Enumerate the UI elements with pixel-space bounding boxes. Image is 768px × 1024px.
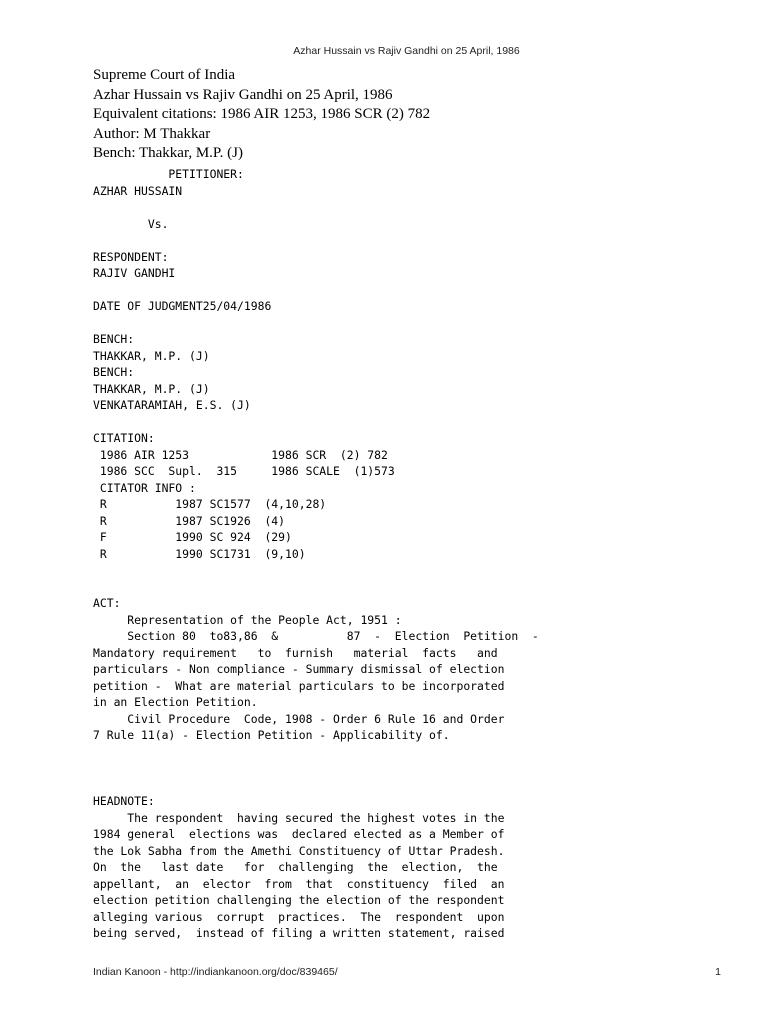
body-line	[93, 315, 539, 332]
court-name: Supreme Court of India	[93, 67, 236, 83]
body-line: petition - What are material particulars to be incorporated	[93, 678, 505, 693]
body-line: ACT:	[93, 596, 121, 610]
page-number: 1	[715, 966, 721, 978]
equivalent-citations: Equivalent citations: 1986 AIR 1253, 1986 SCR (2) 782	[93, 106, 431, 123]
footer-source: Indian Kanoon - http://indiankanoon.org/doc/839465/	[93, 966, 338, 978]
body-line: DATE OF JUDGMENT25/04/1986	[93, 299, 272, 313]
body-line	[93, 199, 539, 216]
body-line: R 1990 SC1731 (9,10)	[93, 546, 306, 561]
body-line: 1986 SCC Supl. 315 1986 SCALE (1)573	[93, 464, 395, 478]
judgment-body-text	[93, 166, 539, 942]
body-line	[93, 282, 539, 299]
body-line: 1984 general elections was declared elected as a Member of	[93, 827, 505, 841]
body-line: RESPONDENT:	[93, 249, 169, 264]
author-line: Author: M Thakkar	[93, 125, 211, 142]
title-block	[93, 66, 430, 164]
body-line: CITATION:	[93, 431, 155, 445]
body-line	[93, 562, 539, 579]
body-line: The respondent having secured the highest votes in the	[93, 810, 505, 825]
body-line	[93, 744, 539, 761]
running-header: Azhar Hussain vs Rajiv Gandhi on 25 April, 1986	[293, 45, 520, 57]
case-title: Azhar Hussain vs Rajiv Gandhi on 25 April, 1986	[93, 86, 393, 103]
body-line: R 1987 SC1926 (4)	[93, 513, 286, 528]
body-line: HEADNOTE:	[93, 794, 155, 808]
body-line	[93, 414, 539, 431]
body-line: BENCH:	[93, 365, 135, 379]
body-line: R 1987 SC1577 (4,10,28)	[93, 497, 327, 511]
body-line: alleging various corrupt practices. The respondent upon	[93, 909, 505, 924]
body-line: AZHAR HUSSAIN	[93, 183, 183, 198]
body-line: 7 Rule 11(a) - Election Petition - Applicability of.	[93, 728, 450, 742]
body-line: Representation of the People Act, 1951 :	[93, 612, 402, 627]
body-line: Vs.	[93, 216, 169, 231]
body-line: BENCH:	[93, 332, 135, 346]
body-line: particulars - Non compliance - Summary dismissal of election	[93, 662, 505, 676]
body-line	[93, 232, 539, 249]
bench-line: Bench: Thakkar, M.P. (J)	[93, 145, 243, 162]
body-line	[93, 579, 539, 596]
body-line: in an Election Petition.	[93, 695, 258, 709]
body-line: THAKKAR, M.P. (J)	[93, 381, 210, 396]
body-line	[93, 777, 539, 794]
body-line: the Lok Sabha from the Amethi Constituency of Uttar Pradesh.	[93, 843, 505, 858]
body-line: appellant, an elector from that constituency filed an	[93, 876, 505, 891]
body-line: On the last date for challenging the election, the	[93, 860, 498, 874]
body-line: RAJIV GANDHI	[93, 266, 176, 280]
body-line	[93, 760, 539, 777]
body-line: Civil Procedure Code, 1908 - Order 6 Rule 16 and Order	[93, 711, 505, 726]
body-line: Mandatory requirement to furnish material facts and	[93, 645, 498, 660]
body-line: THAKKAR, M.P. (J)	[93, 348, 210, 363]
body-line: Section 80 to83,86 & 87 - Election Petition -	[93, 629, 539, 643]
body-line: election petition challenging the election of the respondent	[93, 893, 505, 907]
body-line: PETITIONER:	[93, 167, 244, 181]
body-line: F 1990 SC 924 (29)	[93, 530, 292, 544]
body-line: VENKATARAMIAH, E.S. (J)	[93, 398, 251, 412]
body-line: 1986 AIR 1253 1986 SCR (2) 782	[93, 447, 388, 462]
body-line: CITATOR INFO :	[93, 480, 196, 495]
body-line: being served, instead of filing a written statement, raised	[93, 926, 505, 940]
